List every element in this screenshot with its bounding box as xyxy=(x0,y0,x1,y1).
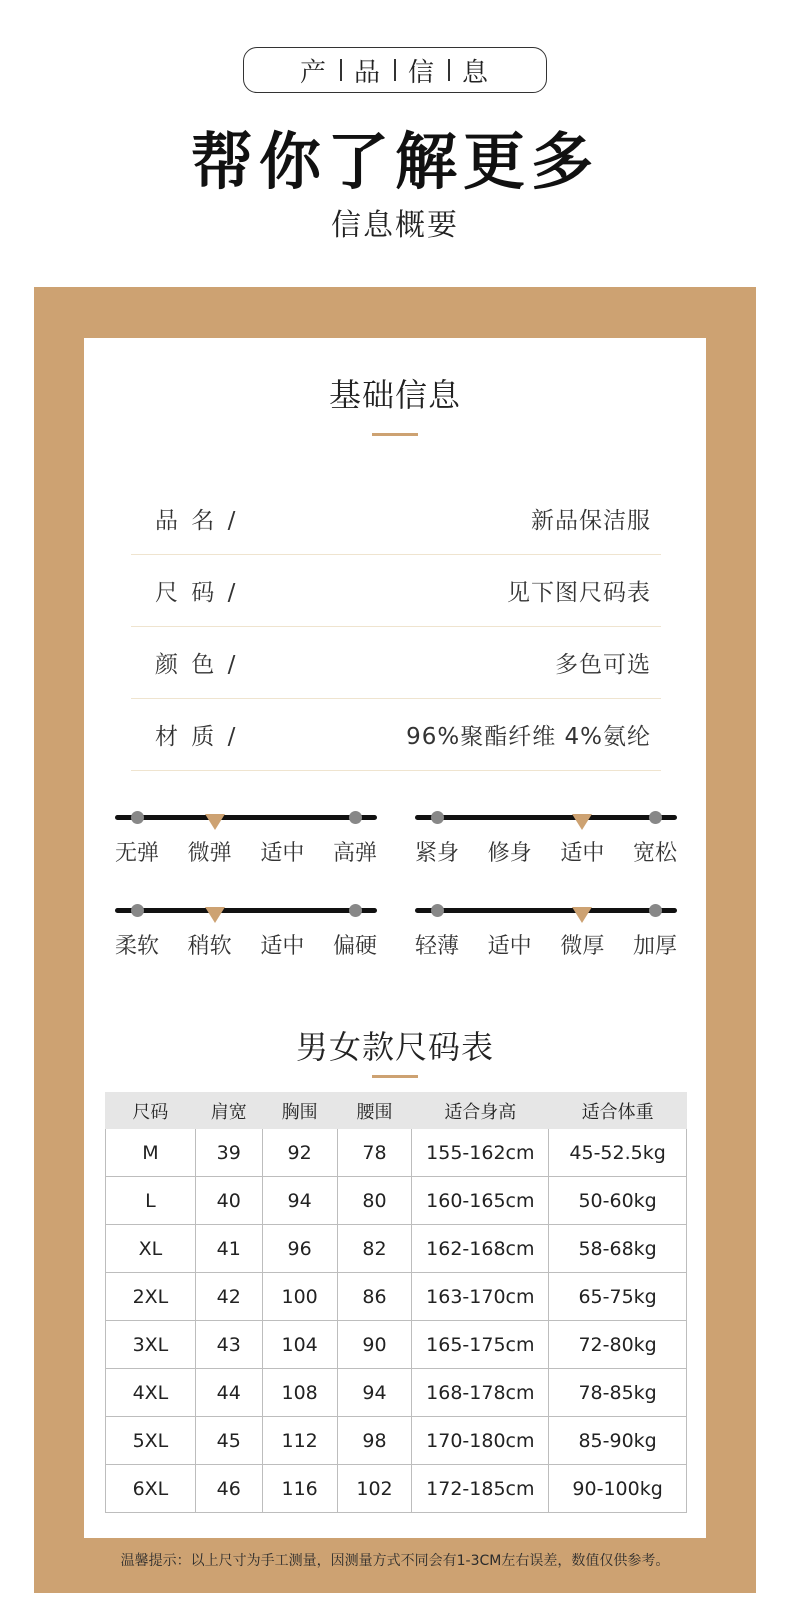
table-cell: 78-85kg xyxy=(549,1369,687,1417)
table-cell: 2XL xyxy=(106,1273,196,1321)
page-subheading: 信息概要 xyxy=(331,208,459,243)
table-cell: 90-100kg xyxy=(549,1465,687,1513)
info-label: 材 质 / xyxy=(155,724,239,750)
scale-dot xyxy=(349,811,362,824)
info-row-name xyxy=(131,483,661,555)
info-row-material xyxy=(131,699,661,771)
scale-label: 微弹 xyxy=(187,841,232,866)
table-row xyxy=(106,1273,687,1321)
table-cell: 170-180cm xyxy=(412,1417,549,1465)
table-row xyxy=(106,1465,687,1513)
table-cell: 46 xyxy=(195,1465,262,1513)
scale-dot xyxy=(349,904,362,917)
scale-label: 紧身 xyxy=(415,841,460,866)
table-cell: 168-178cm xyxy=(412,1369,549,1417)
softness-scale xyxy=(115,893,377,963)
info-value: 多色可选 xyxy=(555,652,651,678)
table-cell: 86 xyxy=(337,1273,412,1321)
table-cell: 92 xyxy=(262,1129,337,1177)
table-cell: 116 xyxy=(262,1465,337,1513)
table-cell: 100 xyxy=(262,1273,337,1321)
col-header: 尺码 xyxy=(106,1093,196,1129)
info-value: 见下图尺码表 xyxy=(507,580,651,606)
product-info-pill xyxy=(243,47,547,93)
table-cell: 41 xyxy=(195,1225,262,1273)
col-header: 肩宽 xyxy=(195,1093,262,1129)
info-label: 品 名 / xyxy=(155,508,239,534)
size-chart-underline xyxy=(372,1075,418,1078)
pill-char: 信 xyxy=(408,57,437,88)
scale-label: 高弹 xyxy=(332,841,377,866)
table-cell: M xyxy=(106,1129,196,1177)
pill-char: 产 xyxy=(299,57,328,88)
pill-divider xyxy=(394,59,396,81)
scale-label: 加厚 xyxy=(632,934,677,959)
table-cell: 162-168cm xyxy=(412,1225,549,1273)
info-value: 新品保洁服 xyxy=(531,508,651,534)
size-chart-table xyxy=(105,1092,687,1513)
table-cell: 90 xyxy=(337,1321,412,1369)
table-cell: L xyxy=(106,1177,196,1225)
scale-dot xyxy=(131,811,144,824)
table-cell: 172-185cm xyxy=(412,1465,549,1513)
table-cell: 72-80kg xyxy=(549,1321,687,1369)
scale-label: 修身 xyxy=(487,841,532,866)
scale-dot xyxy=(431,904,444,917)
scale-label: 适中 xyxy=(260,841,305,866)
table-cell: 58-68kg xyxy=(549,1225,687,1273)
table-cell: 94 xyxy=(262,1177,337,1225)
col-header: 适合身高 xyxy=(412,1093,549,1129)
scale-selected-marker xyxy=(205,814,225,830)
scale-dot xyxy=(649,811,662,824)
table-cell: 163-170cm xyxy=(412,1273,549,1321)
scale-track xyxy=(115,908,377,913)
info-row-color xyxy=(131,627,661,699)
scale-label: 柔软 xyxy=(115,934,160,959)
page-headline: 帮你了解更多 xyxy=(190,125,599,198)
scale-track xyxy=(415,908,677,913)
table-cell: 45 xyxy=(195,1417,262,1465)
measurement-note: 温馨提示：以上尺寸为手工测量，因测量方式不同会有1-3CM左右误差，数值仅供参考。 xyxy=(120,1553,670,1569)
table-cell: 94 xyxy=(337,1369,412,1417)
scale-label: 轻薄 xyxy=(415,934,460,959)
table-cell: 42 xyxy=(195,1273,262,1321)
scale-label: 无弹 xyxy=(115,841,160,866)
scale-selected-marker xyxy=(572,814,592,830)
table-row xyxy=(106,1177,687,1225)
col-header: 胸围 xyxy=(262,1093,337,1129)
table-cell: 45-52.5kg xyxy=(549,1129,687,1177)
scale-track xyxy=(415,815,677,820)
basic-info-title: 基础信息 xyxy=(328,376,461,414)
info-label: 尺 码 / xyxy=(155,580,239,606)
table-cell: 104 xyxy=(262,1321,337,1369)
table-cell: XL xyxy=(106,1225,196,1273)
scale-label: 适中 xyxy=(560,841,605,866)
table-row xyxy=(106,1417,687,1465)
scale-track xyxy=(115,815,377,820)
scale-dot xyxy=(131,904,144,917)
info-label: 颜 色 / xyxy=(155,652,239,678)
table-cell: 165-175cm xyxy=(412,1321,549,1369)
scale-selected-marker xyxy=(205,907,225,923)
col-header: 适合体重 xyxy=(549,1093,687,1129)
table-cell: 39 xyxy=(195,1129,262,1177)
table-cell: 50-60kg xyxy=(549,1177,687,1225)
elasticity-scale xyxy=(115,800,377,870)
table-cell: 5XL xyxy=(106,1417,196,1465)
pill-divider xyxy=(340,59,342,81)
info-row-size xyxy=(131,555,661,627)
table-cell: 112 xyxy=(262,1417,337,1465)
table-cell: 155-162cm xyxy=(412,1129,549,1177)
pill-char: 息 xyxy=(462,57,491,88)
scale-dot xyxy=(649,904,662,917)
table-cell: 43 xyxy=(195,1321,262,1369)
info-value: 96%聚酯纤维 4%氨纶 xyxy=(406,724,651,750)
table-cell: 98 xyxy=(337,1417,412,1465)
pill-divider xyxy=(448,59,450,81)
table-cell: 4XL xyxy=(106,1369,196,1417)
table-cell: 108 xyxy=(262,1369,337,1417)
table-cell: 96 xyxy=(262,1225,337,1273)
scale-selected-marker xyxy=(572,907,592,923)
table-cell: 6XL xyxy=(106,1465,196,1513)
scale-label: 适中 xyxy=(487,934,532,959)
table-cell: 44 xyxy=(195,1369,262,1417)
table-cell: 82 xyxy=(337,1225,412,1273)
table-row xyxy=(106,1129,687,1177)
table-cell: 3XL xyxy=(106,1321,196,1369)
size-chart-title: 男女款尺码表 xyxy=(295,1028,494,1066)
table-cell: 78 xyxy=(337,1129,412,1177)
scale-label: 偏硬 xyxy=(332,934,377,959)
col-header: 腰围 xyxy=(337,1093,412,1129)
scale-label: 稍软 xyxy=(187,934,232,959)
table-row xyxy=(106,1369,687,1417)
table-cell: 85-90kg xyxy=(549,1417,687,1465)
scale-label: 适中 xyxy=(260,934,305,959)
basic-info-underline xyxy=(372,433,418,436)
table-cell: 80 xyxy=(337,1177,412,1225)
table-cell: 65-75kg xyxy=(549,1273,687,1321)
pill-char: 品 xyxy=(353,57,382,88)
table-cell: 102 xyxy=(337,1465,412,1513)
table-cell: 160-165cm xyxy=(412,1177,549,1225)
table-row xyxy=(106,1321,687,1369)
fit-scale xyxy=(415,800,677,870)
thickness-scale xyxy=(415,893,677,963)
table-row xyxy=(106,1225,687,1273)
table-cell: 40 xyxy=(195,1177,262,1225)
scale-dot xyxy=(431,811,444,824)
scale-label: 微厚 xyxy=(560,934,605,959)
scale-label: 宽松 xyxy=(632,841,677,866)
size-table-header-row xyxy=(106,1093,687,1129)
